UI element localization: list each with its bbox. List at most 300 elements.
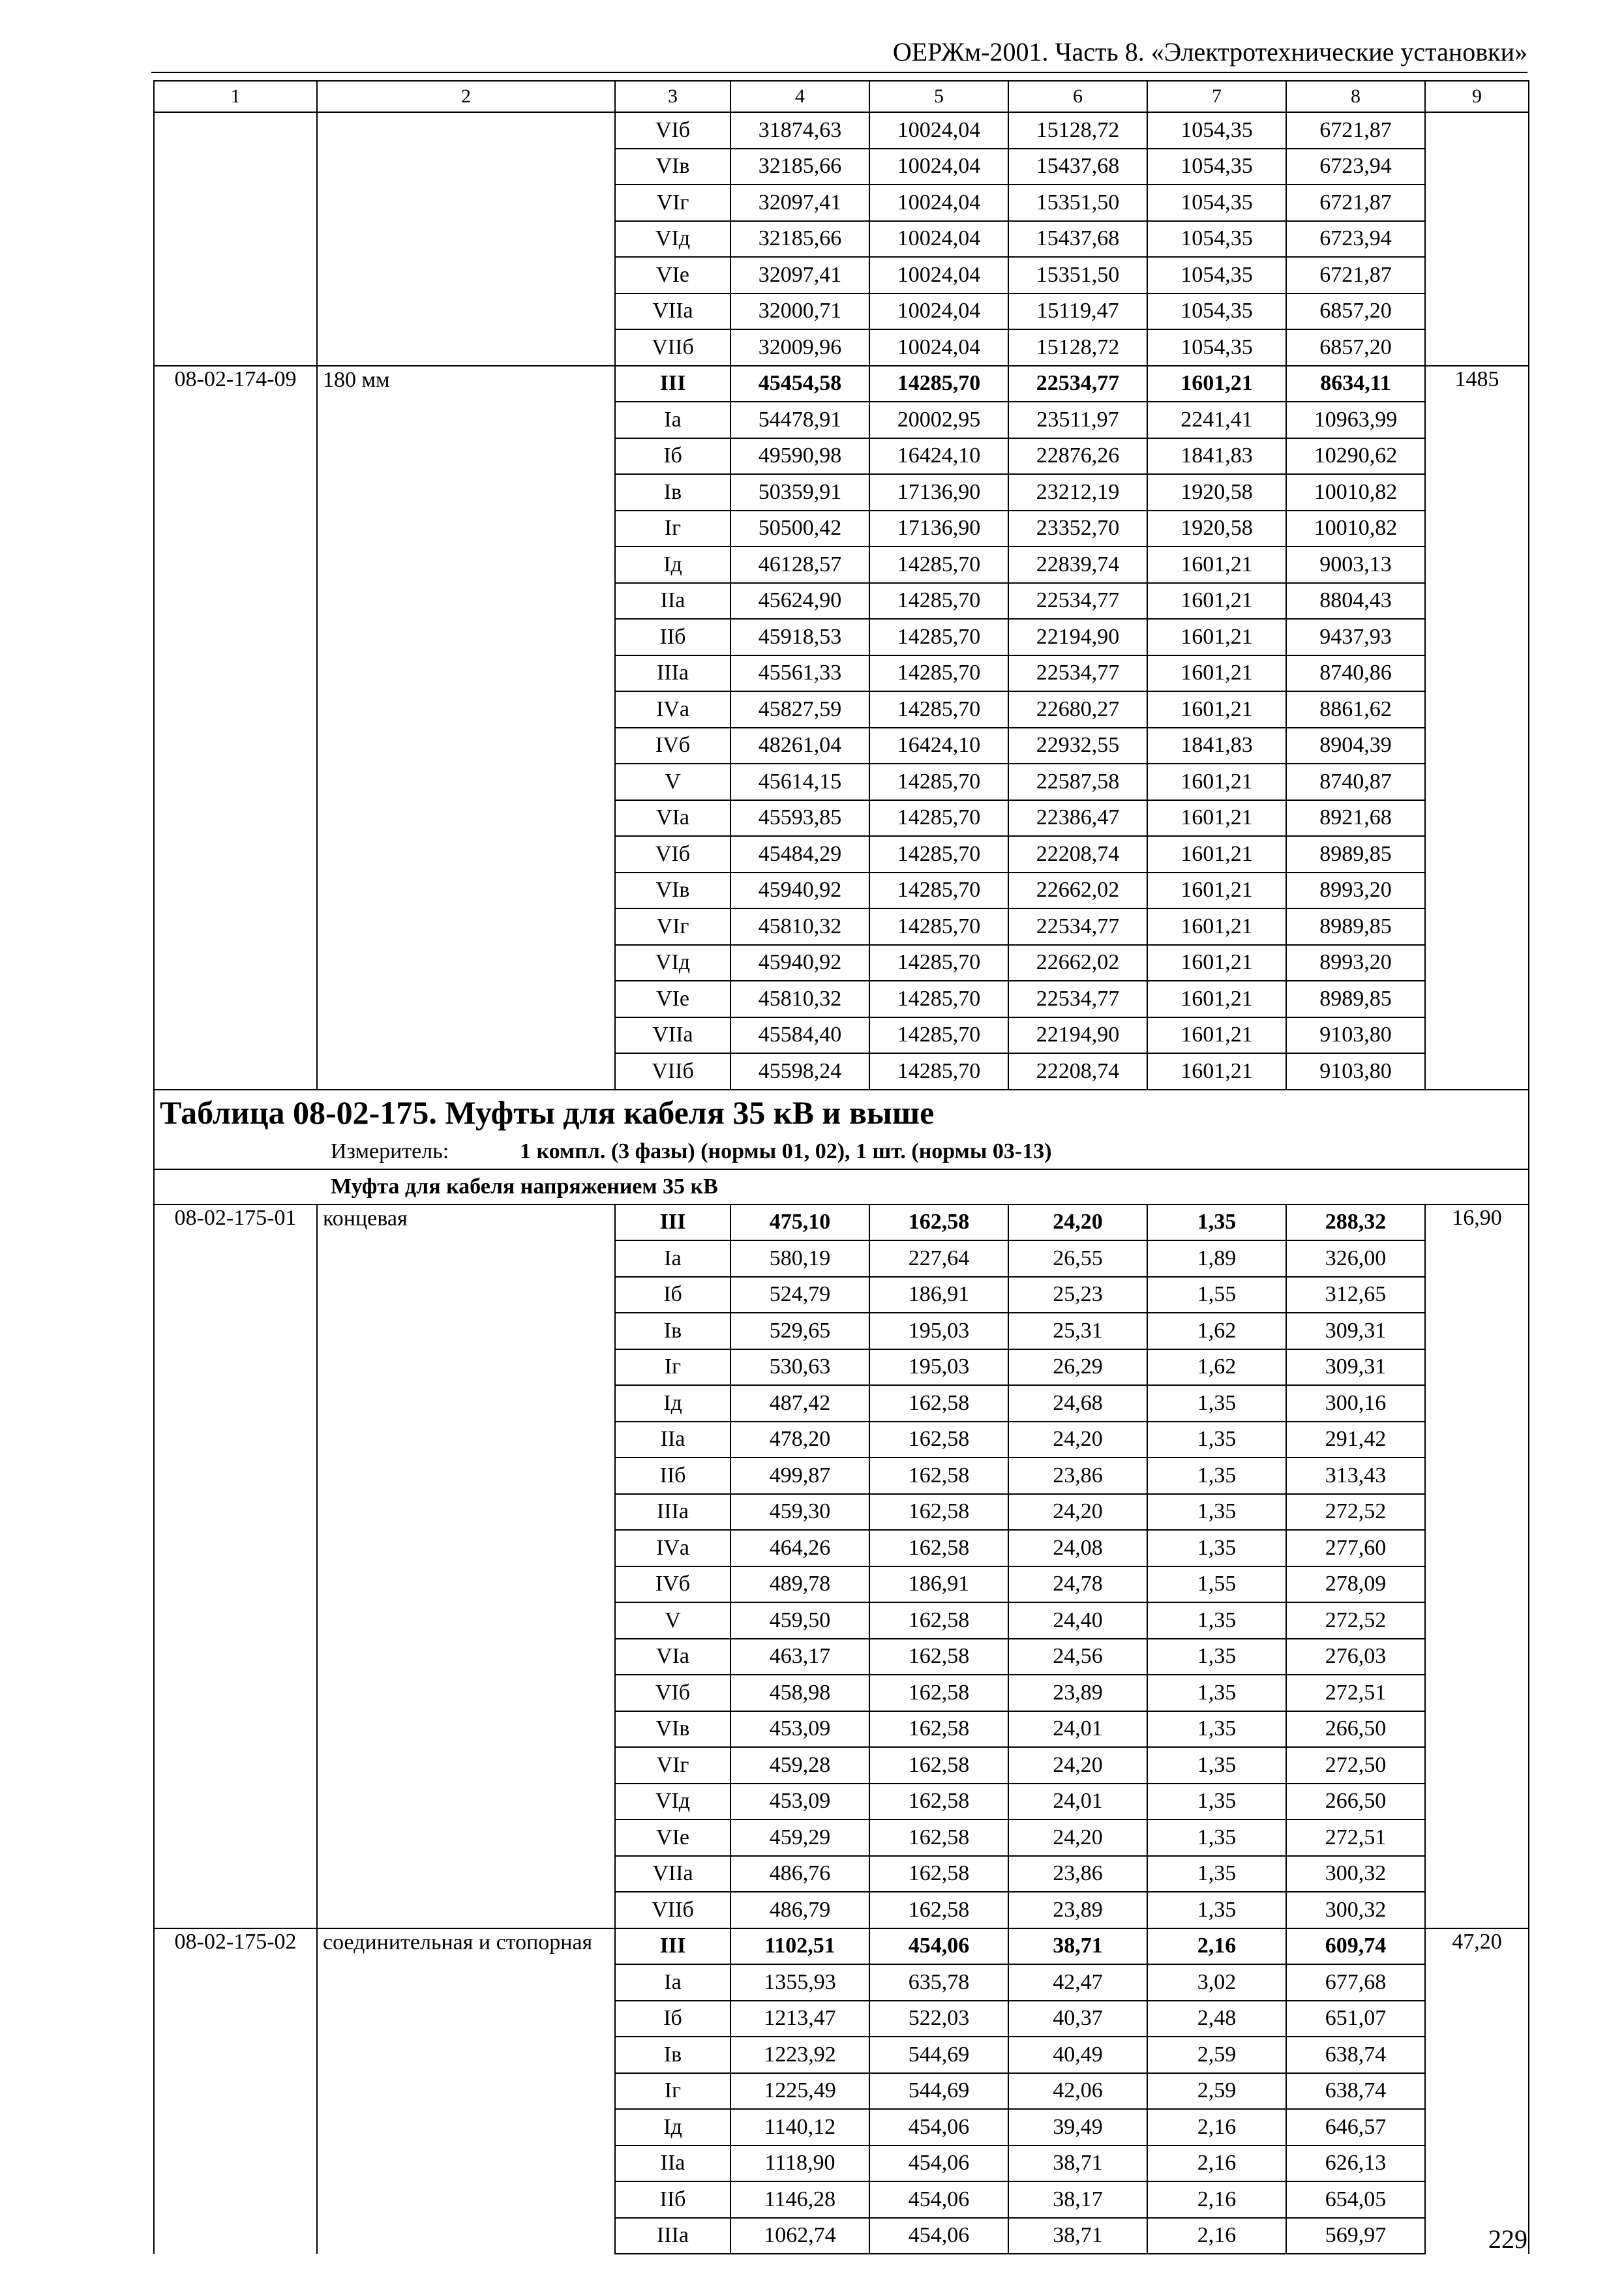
col-7-value: 1601,21	[1147, 800, 1286, 837]
col-6-value: 15351,50	[1008, 185, 1147, 221]
column-number: 7	[1147, 81, 1286, 112]
col-6-value: 25,31	[1008, 1313, 1147, 1349]
col-6-value: 23,89	[1008, 1892, 1147, 1928]
col-4-value: 45940,92	[730, 945, 869, 981]
zone-code: IIб	[615, 619, 730, 655]
col-4-value: 486,76	[730, 1856, 869, 1893]
col-7-value: 1054,35	[1147, 185, 1286, 221]
col-8-value: 651,07	[1286, 2001, 1425, 2037]
col-8-value: 10010,82	[1286, 474, 1425, 511]
zone-code: IVб	[615, 1566, 730, 1603]
zone-code: Iв	[615, 2037, 730, 2073]
col-8-value: 6721,87	[1286, 257, 1425, 293]
col-6-value: 24,20	[1008, 1204, 1147, 1241]
zone-code: VIв	[615, 1711, 730, 1748]
col-8-value: 278,09	[1286, 1566, 1425, 1603]
col-5-value: 14285,70	[869, 583, 1008, 620]
col-8-value: 9437,93	[1286, 619, 1425, 655]
col-7-value: 1920,58	[1147, 511, 1286, 547]
col-8-value: 9103,80	[1286, 1053, 1425, 1090]
col-4-value: 45810,32	[730, 908, 869, 945]
col-7-value: 2,59	[1147, 2073, 1286, 2110]
col-6-value: 24,56	[1008, 1639, 1147, 1675]
col-5-value: 162,58	[869, 1385, 1008, 1422]
col-6-value: 38,71	[1008, 2218, 1147, 2254]
col-7-value: 1,35	[1147, 1892, 1286, 1928]
col-5-value: 14285,70	[869, 800, 1008, 837]
col-6-value: 42,06	[1008, 2073, 1147, 2110]
col-4-value: 45484,29	[730, 836, 869, 873]
zone-code: IVа	[615, 691, 730, 728]
col-7-value: 3,02	[1147, 1964, 1286, 2001]
col-7-value: 1054,35	[1147, 221, 1286, 258]
col-4-value: 1102,51	[730, 1928, 869, 1965]
zone-code: VIв	[615, 149, 730, 185]
col-6-value: 22932,55	[1008, 728, 1147, 764]
zone-code: VIIб	[615, 1892, 730, 1928]
col-7-value: 1,35	[1147, 1458, 1286, 1494]
col-7-value: 1841,83	[1147, 728, 1286, 764]
col-6-value: 24,20	[1008, 1819, 1147, 1856]
zone-code: VIб	[615, 112, 730, 149]
col-5-value: 454,06	[869, 1928, 1008, 1965]
zone-code: V	[615, 1602, 730, 1639]
col-8-value: 654,05	[1286, 2181, 1425, 2218]
col-5-value: 17136,90	[869, 474, 1008, 511]
col-6-value: 40,49	[1008, 2037, 1147, 2073]
col-4-value: 45918,53	[730, 619, 869, 655]
col-4-value: 464,26	[730, 1530, 869, 1566]
col-7-value: 1,35	[1147, 1675, 1286, 1711]
col-7-value: 1601,21	[1147, 366, 1286, 402]
col-8-value: 638,74	[1286, 2037, 1425, 2073]
col-8-value: 626,13	[1286, 2146, 1425, 2182]
col-8-value: 309,31	[1286, 1313, 1425, 1349]
col-7-value: 1601,21	[1147, 583, 1286, 620]
col-5-value: 14285,70	[869, 873, 1008, 909]
col-4-value: 1062,74	[730, 2218, 869, 2254]
col-4-value: 32000,71	[730, 293, 869, 330]
zone-code: VIIа	[615, 293, 730, 330]
zone-code: VIг	[615, 1747, 730, 1784]
zone-code: VIIа	[615, 1856, 730, 1893]
zone-code: Iб	[615, 2001, 730, 2037]
col-9-value: 47,20	[1425, 1928, 1529, 2254]
col-7-value: 1,55	[1147, 1566, 1286, 1603]
col-8-value: 638,74	[1286, 2073, 1425, 2110]
col-8-value: 8804,43	[1286, 583, 1425, 620]
col-6-value: 22208,74	[1008, 836, 1147, 873]
col-7-value: 1054,35	[1147, 112, 1286, 149]
col-7-value: 1,35	[1147, 1602, 1286, 1639]
col-4-value: 50500,42	[730, 511, 869, 547]
col-7-value: 1601,21	[1147, 908, 1286, 945]
running-header: ОЕРЖм-2001. Часть 8. «Электротехнические установки»	[151, 37, 1527, 73]
col-4-value: 32097,41	[730, 185, 869, 221]
col-8-value: 272,52	[1286, 1494, 1425, 1531]
col-5-value: 162,58	[869, 1856, 1008, 1893]
col-8-value: 272,50	[1286, 1747, 1425, 1784]
norm-name: 180 мм	[317, 366, 615, 1090]
table-row	[154, 112, 1529, 149]
col-7-value: 1,35	[1147, 1784, 1286, 1820]
col-6-value: 24,78	[1008, 1566, 1147, 1603]
col-5-value: 162,58	[869, 1204, 1008, 1241]
col-7-value: 1,35	[1147, 1530, 1286, 1566]
col-6-value: 24,68	[1008, 1385, 1147, 1422]
col-9-value	[1425, 112, 1529, 366]
col-5-value: 162,58	[869, 1675, 1008, 1711]
col-4-value: 32097,41	[730, 257, 869, 293]
col-5-value: 454,06	[869, 2146, 1008, 2182]
col-7-value: 1601,21	[1147, 655, 1286, 692]
col-7-value: 1841,83	[1147, 438, 1286, 475]
col-6-value: 24,20	[1008, 1747, 1147, 1784]
col-4-value: 478,20	[730, 1422, 869, 1458]
col-6-value: 22386,47	[1008, 800, 1147, 837]
col-4-value: 1225,49	[730, 2073, 869, 2110]
col-6-value: 23,86	[1008, 1856, 1147, 1893]
col-6-value: 22534,77	[1008, 908, 1147, 945]
col-8-value: 609,74	[1286, 1928, 1425, 1965]
col-4-value: 453,09	[730, 1711, 869, 1748]
col-8-value: 300,16	[1286, 1385, 1425, 1422]
col-6-value: 25,23	[1008, 1277, 1147, 1313]
col-8-value: 266,50	[1286, 1711, 1425, 1748]
col-8-value: 9003,13	[1286, 546, 1425, 583]
col-6-value: 24,40	[1008, 1602, 1147, 1639]
zone-code: VIе	[615, 257, 730, 293]
col-7-value: 2,16	[1147, 2218, 1286, 2254]
col-8-value: 313,43	[1286, 1458, 1425, 1494]
col-7-value: 1601,21	[1147, 691, 1286, 728]
col-5-value: 14285,70	[869, 764, 1008, 800]
col-8-value: 8861,62	[1286, 691, 1425, 728]
zone-code: III	[615, 366, 730, 402]
col-6-value: 22662,02	[1008, 945, 1147, 981]
col-6-value: 38,71	[1008, 1928, 1147, 1965]
col-5-value: 14285,70	[869, 655, 1008, 692]
zone-code: VIе	[615, 981, 730, 1017]
col-8-value: 8989,85	[1286, 981, 1425, 1017]
col-7-value: 1601,21	[1147, 764, 1286, 800]
col-5-value: 14285,70	[869, 836, 1008, 873]
zone-code: IIIа	[615, 655, 730, 692]
measure-label: Измеритель:	[331, 1139, 449, 1163]
measure-row	[154, 1135, 1529, 1169]
zone-code: VIд	[615, 221, 730, 258]
col-5-value: 10024,04	[869, 257, 1008, 293]
col-6-value: 22534,77	[1008, 583, 1147, 620]
col-4-value: 32009,96	[730, 329, 869, 366]
col-5-value: 10024,04	[869, 185, 1008, 221]
zone-code: IIIа	[615, 1494, 730, 1531]
column-number: 2	[317, 81, 615, 112]
col-7-value: 2,16	[1147, 2146, 1286, 2182]
col-6-value: 23352,70	[1008, 511, 1147, 547]
col-6-value: 15437,68	[1008, 221, 1147, 258]
col-4-value: 530,63	[730, 1349, 869, 1386]
zone-code: Iд	[615, 2109, 730, 2146]
col-8-value: 8634,11	[1286, 366, 1425, 402]
col-7-value: 1,35	[1147, 1422, 1286, 1458]
col-4-value: 580,19	[730, 1240, 869, 1277]
zone-code: Iа	[615, 402, 730, 438]
col-4-value: 45593,85	[730, 800, 869, 837]
col-8-value: 6857,20	[1286, 293, 1425, 330]
zone-code: VIIа	[615, 1017, 730, 1054]
col-8-value: 6723,94	[1286, 149, 1425, 185]
zone-code: Iд	[615, 546, 730, 583]
col-7-value: 1,35	[1147, 1711, 1286, 1748]
col-5-value: 17136,90	[869, 511, 1008, 547]
col-8-value: 569,97	[1286, 2218, 1425, 2254]
col-5-value: 162,58	[869, 1458, 1008, 1494]
col-7-value: 2,48	[1147, 2001, 1286, 2037]
zone-code: VIв	[615, 873, 730, 909]
col-5-value: 162,58	[869, 1819, 1008, 1856]
col-5-value: 186,91	[869, 1566, 1008, 1603]
col-6-value: 40,37	[1008, 2001, 1147, 2037]
zone-code: VIг	[615, 185, 730, 221]
zone-code: Iв	[615, 1313, 730, 1349]
col-5-value: 162,58	[869, 1494, 1008, 1531]
zone-code: VIа	[615, 1639, 730, 1675]
col-8-value: 276,03	[1286, 1639, 1425, 1675]
col-4-value: 45561,33	[730, 655, 869, 692]
col-4-value: 45624,90	[730, 583, 869, 620]
col-4-value: 486,79	[730, 1892, 869, 1928]
col-4-value: 45454,58	[730, 366, 869, 402]
col-5-value: 454,06	[869, 2109, 1008, 2146]
zone-code: IIб	[615, 2181, 730, 2218]
col-5-value: 14285,70	[869, 546, 1008, 583]
col-4-value: 524,79	[730, 1277, 869, 1313]
col-6-value: 22194,90	[1008, 619, 1147, 655]
col-4-value: 32185,66	[730, 221, 869, 258]
zone-code: IIа	[615, 2146, 730, 2182]
col-7-value: 2,16	[1147, 1928, 1286, 1965]
col-4-value: 45598,24	[730, 1053, 869, 1090]
zone-code: Iг	[615, 511, 730, 547]
zone-code: III	[615, 1928, 730, 1965]
zone-code: Iг	[615, 2073, 730, 2110]
col-7-value: 1,35	[1147, 1819, 1286, 1856]
col-8-value: 300,32	[1286, 1856, 1425, 1893]
col-7-value: 2,59	[1147, 2037, 1286, 2073]
table-row	[154, 1928, 1529, 1965]
col-5-value: 16424,10	[869, 438, 1008, 475]
col-4-value: 50359,91	[730, 474, 869, 511]
col-8-value: 266,50	[1286, 1784, 1425, 1820]
col-7-value: 1,35	[1147, 1385, 1286, 1422]
col-4-value: 487,42	[730, 1385, 869, 1422]
col-7-value: 1,35	[1147, 1494, 1286, 1531]
col-6-value: 15437,68	[1008, 149, 1147, 185]
col-6-value: 22534,77	[1008, 366, 1147, 402]
table-row	[154, 366, 1529, 402]
col-4-value: 459,29	[730, 1819, 869, 1856]
col-6-value: 15128,72	[1008, 329, 1147, 366]
col-6-value: 24,08	[1008, 1530, 1147, 1566]
zone-code: VIб	[615, 1675, 730, 1711]
col-8-value: 272,51	[1286, 1675, 1425, 1711]
col-7-value: 1,62	[1147, 1349, 1286, 1386]
col-4-value: 499,87	[730, 1458, 869, 1494]
col-6-value: 22208,74	[1008, 1053, 1147, 1090]
col-6-value: 22587,58	[1008, 764, 1147, 800]
col-7-value: 1054,35	[1147, 329, 1286, 366]
norm-name: концевая	[317, 1204, 615, 1928]
zone-code: IIIа	[615, 2218, 730, 2254]
column-number: 1	[154, 81, 317, 112]
norm-code: 08-02-175-02	[154, 1928, 317, 2254]
column-number: 3	[615, 81, 730, 112]
norms-table	[153, 80, 1529, 2254]
measure-value: 1 компл. (3 фазы) (нормы 01, 02), 1 шт. (нормы 03-13)	[520, 1139, 1052, 1163]
col-5-value: 544,69	[869, 2073, 1008, 2110]
col-8-value: 6721,87	[1286, 112, 1425, 149]
col-4-value: 45584,40	[730, 1017, 869, 1054]
col-4-value: 463,17	[730, 1639, 869, 1675]
col-4-value: 453,09	[730, 1784, 869, 1820]
col-9-value: 16,90	[1425, 1204, 1529, 1928]
norm-code: 08-02-175-01	[154, 1204, 317, 1928]
col-7-value: 1601,21	[1147, 1053, 1286, 1090]
col-5-value: 454,06	[869, 2218, 1008, 2254]
zone-code: III	[615, 1204, 730, 1241]
col-7-value: 1601,21	[1147, 873, 1286, 909]
col-4-value: 32185,66	[730, 149, 869, 185]
subheading-row	[154, 1169, 1529, 1204]
zone-code: IVб	[615, 728, 730, 764]
col-4-value: 459,30	[730, 1494, 869, 1531]
col-8-value: 300,32	[1286, 1892, 1425, 1928]
col-7-value: 1601,21	[1147, 619, 1286, 655]
zone-code: Iг	[615, 1349, 730, 1386]
col-7-value: 1,89	[1147, 1240, 1286, 1277]
col-8-value: 6857,20	[1286, 329, 1425, 366]
col-7-value: 1,62	[1147, 1313, 1286, 1349]
col-8-value: 646,57	[1286, 2109, 1425, 2146]
zone-code: IIа	[615, 1422, 730, 1458]
col-7-value: 1,35	[1147, 1204, 1286, 1241]
col-5-value: 162,58	[869, 1784, 1008, 1820]
col-8-value: 6721,87	[1286, 185, 1425, 221]
zone-code: Iв	[615, 474, 730, 511]
col-8-value: 10010,82	[1286, 511, 1425, 547]
table-title: Таблица 08-02-175. Муфты для кабеля 35 кВ и выше	[154, 1090, 1529, 1135]
table-row	[154, 1204, 1529, 1241]
col-5-value: 10024,04	[869, 221, 1008, 258]
zone-code: Iб	[615, 438, 730, 475]
col-7-value: 2,16	[1147, 2109, 1286, 2146]
col-4-value: 49590,98	[730, 438, 869, 475]
zone-code: VIе	[615, 1819, 730, 1856]
col-4-value: 1140,12	[730, 2109, 869, 2146]
measure-cell	[154, 1135, 1529, 1169]
col-6-value: 15128,72	[1008, 112, 1147, 149]
col-8-value: 277,60	[1286, 1530, 1425, 1566]
col-7-value: 1601,21	[1147, 546, 1286, 583]
col-4-value: 1146,28	[730, 2181, 869, 2218]
col-8-value: 326,00	[1286, 1240, 1425, 1277]
col-6-value: 23,86	[1008, 1458, 1147, 1494]
col-6-value: 24,01	[1008, 1784, 1147, 1820]
column-number-row	[154, 81, 1529, 112]
col-6-value: 22876,26	[1008, 438, 1147, 475]
table-title-row	[154, 1090, 1529, 1135]
col-4-value: 45827,59	[730, 691, 869, 728]
col-5-value: 14285,70	[869, 619, 1008, 655]
zone-code: IVа	[615, 1530, 730, 1566]
col-7-value: 1920,58	[1147, 474, 1286, 511]
col-5-value: 14285,70	[869, 908, 1008, 945]
col-5-value: 14285,70	[869, 981, 1008, 1017]
col-8-value: 8740,87	[1286, 764, 1425, 800]
zone-code: VIд	[615, 945, 730, 981]
col-5-value: 162,58	[869, 1602, 1008, 1639]
zone-code: V	[615, 764, 730, 800]
col-6-value: 26,29	[1008, 1349, 1147, 1386]
col-6-value: 38,71	[1008, 2146, 1147, 2182]
col-8-value: 677,68	[1286, 1964, 1425, 2001]
zone-code: Iб	[615, 1277, 730, 1313]
zone-code: VIб	[615, 836, 730, 873]
col-4-value: 48261,04	[730, 728, 869, 764]
col-5-value: 10024,04	[869, 293, 1008, 330]
col-6-value: 22534,77	[1008, 655, 1147, 692]
col-6-value: 22662,02	[1008, 873, 1147, 909]
page-number: 229	[1488, 2224, 1527, 2254]
col-4-value: 489,78	[730, 1566, 869, 1603]
column-number: 5	[869, 81, 1008, 112]
col-4-value: 1223,92	[730, 2037, 869, 2073]
zone-code: VIа	[615, 800, 730, 837]
zone-code: Iа	[615, 1240, 730, 1277]
col-5-value: 635,78	[869, 1964, 1008, 2001]
col-4-value: 31874,63	[730, 112, 869, 149]
col-8-value: 8921,68	[1286, 800, 1425, 837]
column-number: 4	[730, 81, 869, 112]
col-4-value: 1118,90	[730, 2146, 869, 2182]
col-5-value: 227,64	[869, 1240, 1008, 1277]
col-6-value: 23,89	[1008, 1675, 1147, 1711]
col-6-value: 23212,19	[1008, 474, 1147, 511]
col-6-value: 15351,50	[1008, 257, 1147, 293]
col-6-value: 22839,74	[1008, 546, 1147, 583]
col-8-value: 291,42	[1286, 1422, 1425, 1458]
col-6-value: 23511,97	[1008, 402, 1147, 438]
col-7-value: 2241,41	[1147, 402, 1286, 438]
col-5-value: 195,03	[869, 1313, 1008, 1349]
col-7-value: 1601,21	[1147, 981, 1286, 1017]
col-5-value: 162,58	[869, 1639, 1008, 1675]
norm-code: 08-02-174-09	[154, 366, 317, 1090]
col-5-value: 10024,04	[869, 149, 1008, 185]
col-7-value: 1601,21	[1147, 945, 1286, 981]
zone-code: IIа	[615, 583, 730, 620]
col-4-value: 45810,32	[730, 981, 869, 1017]
col-5-value: 16424,10	[869, 728, 1008, 764]
norm-name: соединительная и стопорная	[317, 1928, 615, 2254]
col-6-value: 15119,47	[1008, 293, 1147, 330]
col-7-value: 1054,35	[1147, 293, 1286, 330]
col-4-value: 46128,57	[730, 546, 869, 583]
col-4-value: 475,10	[730, 1204, 869, 1241]
col-5-value: 162,58	[869, 1422, 1008, 1458]
col-4-value: 458,98	[730, 1675, 869, 1711]
